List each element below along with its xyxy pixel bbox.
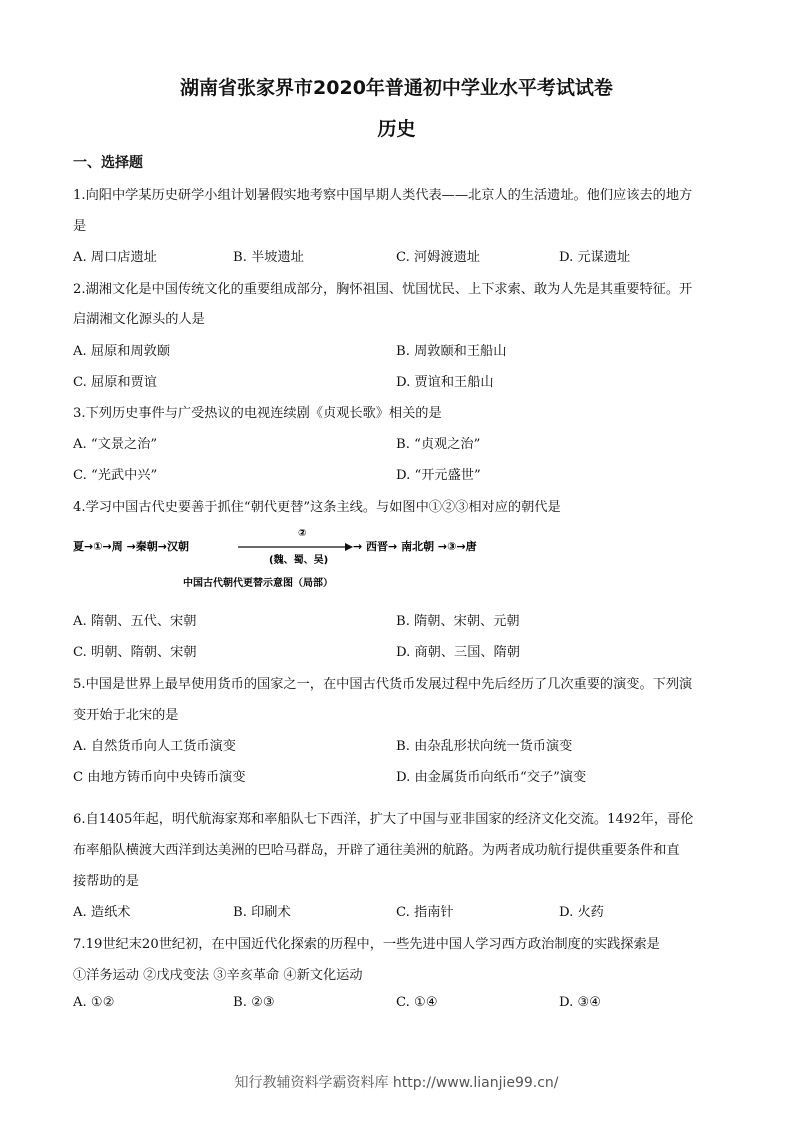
dynasty-diagram: [73, 523, 543, 595]
question-3-option-d: D. “开元盛世”: [396, 468, 481, 483]
question-4-option-c: C. 明朝、隋朝、宋朝: [73, 645, 197, 660]
question-5-option-d: D. 由金属货币向纸币“交子”演变: [396, 770, 587, 785]
question-1-option-b: B. 半坡遗址: [233, 250, 304, 265]
question-6-option-b: B. 印刷术: [233, 905, 291, 920]
subject-title: 历史: [377, 118, 416, 140]
diagram-line-left: 夏→①→周 →秦朝→汉朝: [73, 540, 190, 553]
question-5-option-b: B. 由杂乱形状向统一货币演变: [396, 739, 573, 754]
question-2-stem-line-1: 2.湖湘文化是中国传统文化的重要组成部分，胸怀祖国、忧国忧民、上下求索、敢为人先是其重要特征。开: [73, 282, 693, 297]
question-7-option-a: A. ①②: [73, 995, 115, 1010]
question-4-option-a: A. 隋朝、五代、宋朝: [73, 614, 197, 629]
question-7-option-b: B. ②③: [233, 995, 275, 1010]
question-4-option-b: B. 隋朝、宋朝、元朝: [396, 614, 520, 629]
diagram-caption: 中国古代朝代更替示意图（局部）: [183, 578, 333, 589]
question-1-option-c: C. 河姆渡遗址: [396, 250, 480, 265]
question-2-option-b: B. 周敦颐和王船山: [396, 344, 507, 359]
question-3-stem-line-1: 3.下列历史事件与广受热议的电视连续剧《贞观长歌》相关的是: [73, 406, 442, 421]
diagram-bracket: (魏、蜀、吴): [269, 555, 329, 566]
question-2-option-c: C. 屈原和贾谊: [73, 375, 157, 390]
question-1-stem-line-2: 是: [73, 219, 87, 234]
question-3-option-b: B. “贞观之治”: [396, 437, 481, 452]
question-7-stem-line-2: ①洋务运动 ②戊戌变法 ③辛亥革命 ④新文化运动: [73, 968, 363, 983]
question-3-option-a: A. “文景之治”: [73, 437, 158, 452]
question-5-option-a: A. 自然货币向人工货币演变: [73, 739, 236, 754]
question-6-option-d: D. 火药: [559, 905, 604, 920]
question-6-stem-line-2: 布率船队横渡大西洋到达美洲的巴哈马群岛，开辟了通往美洲的航路。为两者成功航行提供重要条件和直: [73, 843, 680, 858]
diagram-arrow-head: [345, 543, 353, 551]
question-5-option-c: C 由地方铸币向中央铸币演变: [73, 770, 246, 785]
diagram-mark-2: ②: [298, 528, 307, 539]
section-heading: 一、选择题: [73, 155, 143, 171]
question-6-stem-line-3: 接帮助的是: [73, 874, 139, 889]
footer-watermark: 知行教辅资料学霸资料库 http://www.lianjie99.cn/: [234, 1075, 559, 1091]
question-7-stem-line-1: 7.19世纪末20世纪初，在中国近代化探索的历程中，一些先进中国人学习西方政治制度的实践探索是: [73, 937, 660, 952]
question-6-option-a: A. 造纸术: [73, 905, 131, 920]
question-5-stem-line-2: 变开始于北宋的是: [73, 708, 179, 723]
question-7-option-c: C. ①④: [396, 995, 438, 1010]
question-5-stem-line-1: 5.中国是世界上最早使用货币的国家之一，在中国古代货币发展过程中先后经历了几次重要的演变。下列演: [73, 677, 693, 692]
question-2-stem-line-2: 启湖湘文化源头的人是: [73, 312, 205, 327]
question-4-stem-line-1: 4.学习中国古代史要善于抓住“朝代更替”这条主线。与如图中①②③相对应的朝代是: [73, 500, 561, 515]
question-1-option-a: A. 周口店遗址: [73, 250, 157, 265]
question-6-option-c: C. 指南针: [396, 905, 454, 920]
question-1-stem-line-1: 1.向阳中学某历史研学小组计划暑假实地考察中国早期人类代表——北京人的生活遗址。他们应该去的地方: [73, 188, 693, 203]
question-2-option-a: A. 屈原和周敦颐: [73, 344, 171, 359]
question-3-option-c: C. “光武中兴”: [73, 468, 158, 483]
exam-title: 湖南省张家界市2020年普通初中学业水平考试试卷: [180, 77, 613, 99]
question-1-option-d: D. 元谋遗址: [559, 250, 631, 265]
question-7-option-d: D. ③④: [559, 995, 602, 1010]
diagram-line-right: → 西晋→ 南北朝 →③→唐: [353, 540, 477, 553]
question-4-option-d: D. 商朝、三国、隋朝: [396, 645, 520, 660]
question-2-option-d: D. 贾谊和王船山: [396, 375, 494, 390]
question-6-stem-line-1: 6.自1405年起，明代航海家郑和率船队七下西洋，扩大了中国与亚非国家的经济文化交流。1492年，哥伦: [73, 812, 694, 827]
